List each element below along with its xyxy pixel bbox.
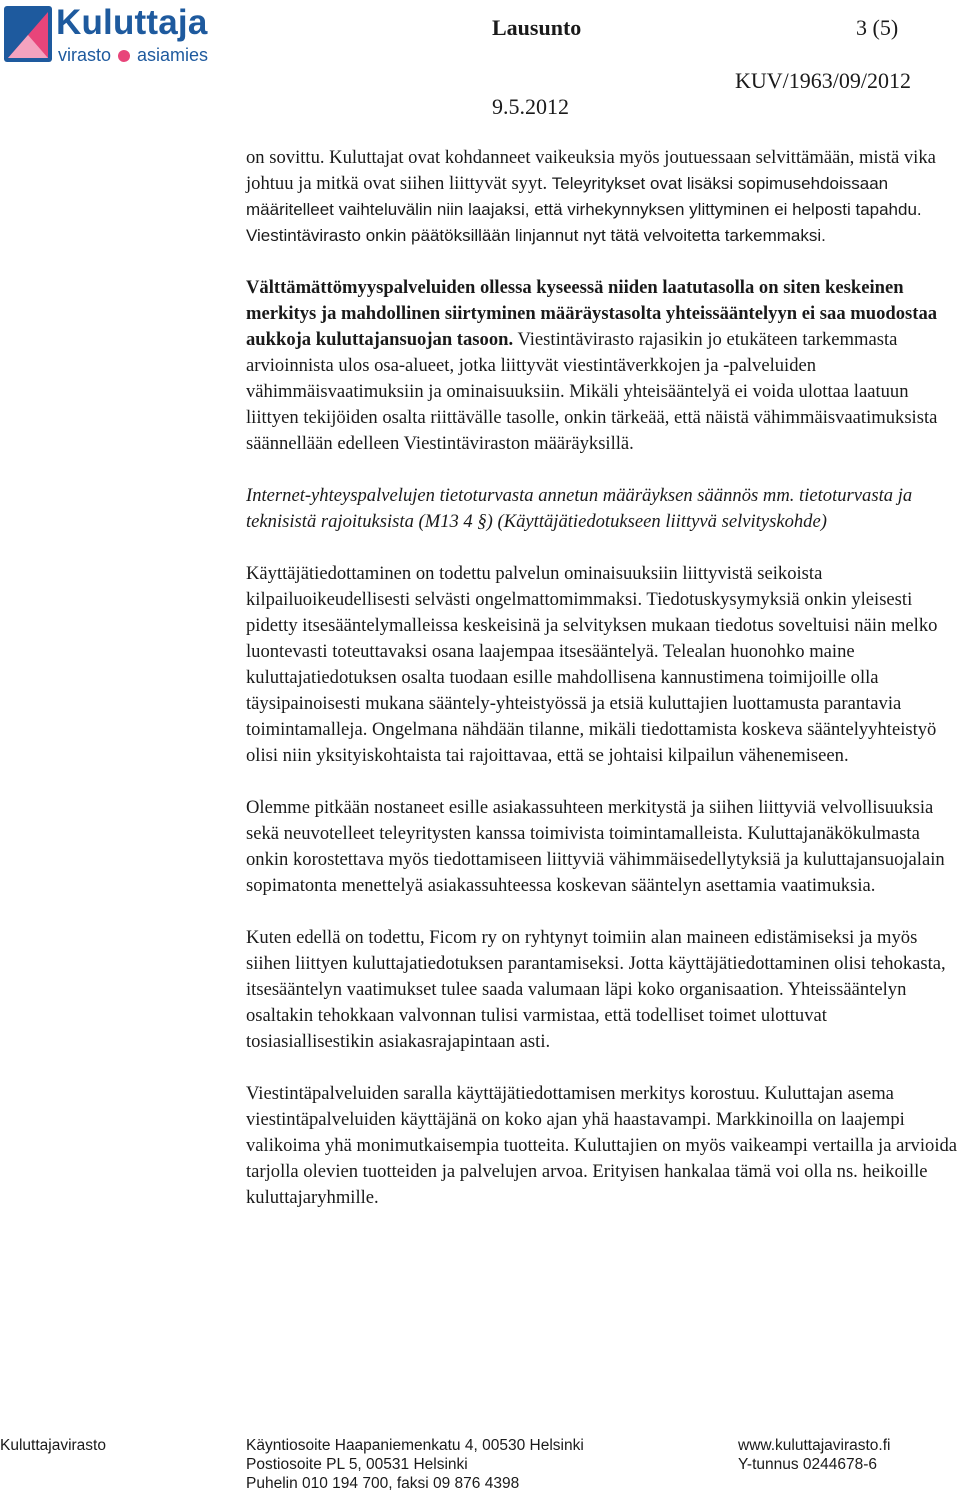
- paragraph-5: Olemme pitkään nostaneet esille asiakassuhteen merkitystä ja siihen liittyviä velvollisuuksia sekä neuvotelleet teleyritysten kanssa toimivista toimintamalleista. Kuluttajanäkökulmasta onkin korostettava myös tiedottamiseen liittyviä vähimmäisedellytyksiä ja kuluttajansuojalain sopimatonta menettelyä asiakassuhteessa koskevan sääntelyn asettamia vaatimuksia.: [246, 797, 945, 896]
- paragraph-4: Käyttäjätiedottaminen on todettu palvelun ominaisuuksiin liittyvistä seikoista kilpailuoikeudellisesti selvästi ongelmattomimmaksi. Tiedotuskysymyksiä onkin yleisesti pidetty itsesääntelymalleissa keskeisinä ja selvityksen mukaan tiedotus soveltuisi näin melko luontevasti toteuttavaksi osana laajempaa itsesääntelyä. Telealan huonohko maine kuluttajatiedotuksen osalta tuodaan esille mahdollisena kannustimena toimijoille olla täysipainoisesti mukana sääntely-yhteistyössä ja etsiä kuluttajien luottamusta parantavia toimintamalleja. Ongelmana nähdään tilanne, mikäli tiedottamista koskeva sääntelyyhteistyö olisi niin yksityiskohtaista tai rajoittavaa, että se johtaisi kilpailun vähenemiseen.: [246, 563, 938, 766]
- logo-subtitle: [58, 44, 208, 66]
- page-number: 3 (5): [856, 15, 899, 40]
- logo-brand-text: Kuluttaja: [56, 3, 208, 42]
- paragraph-2-rest: Viestintävirasto rajasikin jo etukäteen tarkemmasta arvioinnista ulos osa-alueet, jotka liittyvät viestintäverkkojen ja -palveluiden vähimmäisvaatimuksiin ja ominaisuuksiin. Mikäli yhteisääntelyä ei voida ulottaa laatuun liittyen tekijöiden osalta riittävälle tasolle, onkin tärkeää, että näistä vähimmäisvaatimuksista säännellään edelleen Viestintäviraston määräyksillä.: [246, 329, 938, 454]
- footer-visit-address: Käyntiosoite Haapaniemenkatu 4, 00530 Helsinki: [246, 1437, 584, 1454]
- paragraph-1: [246, 145, 958, 249]
- logo-sub-right: asiamies: [137, 45, 209, 65]
- logo-sub-left: virasto: [58, 45, 112, 65]
- paragraph-2-bold: Välttämättömyyspalveluiden ollessa kyseessä niiden laatutasolla on siten keskeinen merkitys ja mahdollinen siirtyminen määräystasolta yhteissääntelyyn ei saa muodostaa aukkoja kuluttajansuojan tasoon.: [246, 277, 938, 350]
- kuluttajavirasto-logo: [4, 4, 214, 66]
- footer-org: Kuluttajavirasto: [0, 1437, 106, 1454]
- footer-business-id: Y-tunnus 0244678-6: [738, 1456, 878, 1473]
- footer-addresses: [246, 1436, 584, 1493]
- paragraph-2: [246, 275, 958, 457]
- document-body: [246, 145, 958, 1237]
- document-type: Lausunto: [492, 15, 582, 40]
- section-heading: Internet-yhteyspalvelujen tietoturvasta annetun määräyksen säännös mm. tietoturvasta ja teknisistä rajoituksista (M13 4 §) (Käyttäjätiedotukseen liittyvä selvityskohde): [246, 485, 913, 532]
- footer-postal-address: Postiosoite PL 5, 00531 Helsinki: [246, 1456, 468, 1473]
- footer-website: www.kuluttajavirasto.fi: [738, 1437, 891, 1454]
- footer-phone: Puhelin 010 194 700, faksi 09 876 4398: [246, 1475, 520, 1492]
- document-date: 9.5.2012: [492, 94, 569, 119]
- footer-contact: [738, 1436, 890, 1474]
- paragraph-6: Kuten edellä on todettu, Ficom ry on ryhtynyt toimiin alan maineen edistämiseksi ja myös siihen liittyen kuluttajatiedotuksen parantamiseksi. Jotta käyttäjätiedottaminen olisi tehokasta, itsesääntelyn vaatimukset tulee saada valumaan läpi koko organisaation. Yhteissääntelyn osaltakin tehokkaan valvonnan tulisi varmistaa, että todelliset toimet ulottuvat tosiasiallisestikin asiakasrajapintaan asti.: [246, 927, 946, 1052]
- logo-mark-icon: [4, 6, 52, 62]
- reference-number: KUV/1963/09/2012: [735, 68, 911, 93]
- logo-dot-icon: [118, 50, 130, 62]
- paragraph-1-part-a: on sovittu. Kuluttajat ovat kohdanneet vaikeuksia myös joutuessaan selvittämään, mistä vika johtuu ja mitkä ovat siihen liittyvät syyt.: [246, 147, 936, 194]
- paragraph-7: Viestintäpalveluiden saralla käyttäjätiedottamisen merkitys korostuu. Kuluttajan asema viestintäpalveluiden käyttäjänä on koko ajan yhä haastavampi. Markkinoilla on laajempi valikoima yhä monimutkaisempia tuotteita. Kuluttajien on myös vaikeampi vertailla ja arvioida tarjolla olevien tuotteiden ja palvelujen arvoa. Erityisen hankalaa tämä voi olla ns. heikoille kuluttajaryhmille.: [246, 1083, 958, 1208]
- paragraph-1-part-b: Teleyritykset ovat lisäksi sopimusehdoissaan määritelleet vaihteluvälin niin laajaksi, että virhekynnyksen ylittyminen ei helposti tapahdu. Viestintävirasto onkin päätöksillään linjannut nyt tätä velvoitetta tarkemmaksi.: [246, 174, 922, 245]
